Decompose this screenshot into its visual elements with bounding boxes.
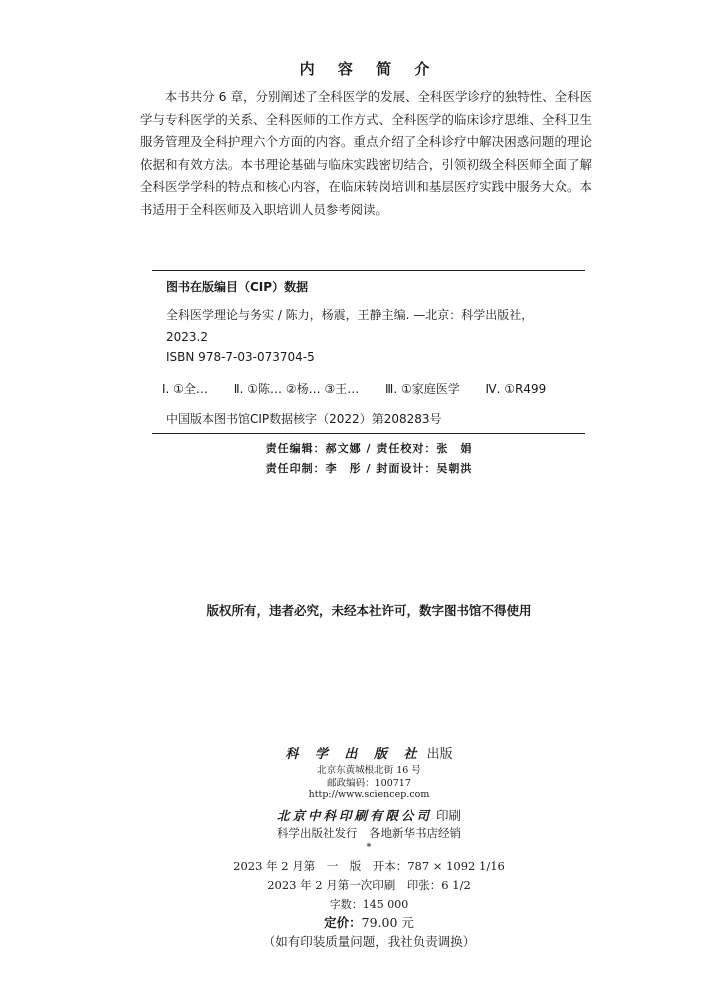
cip-classification: [162, 380, 546, 397]
isbn: ISBN 978-7-03-073704-5: [166, 350, 315, 364]
content-summary-body: [140, 86, 592, 222]
distributor-line: 科学出版社发行 各地新华书店经销: [277, 826, 461, 840]
classification-item: Ⅳ. ①R499: [485, 382, 547, 396]
printer-suffix: 印刷: [435, 808, 461, 823]
printer-line: [0, 806, 720, 824]
classification-item: Ⅰ. ①全…: [162, 382, 208, 396]
publisher-name: 科 学 出 版 社: [285, 747, 423, 762]
classification-item: Ⅱ. ①陈… ②杨… ③王…: [233, 382, 360, 396]
editorial-staff-line: 责任印制：李 彤 / 封面设计：吴朝洪: [265, 462, 473, 475]
cip-number: 中国版本图书馆CIP数据核字（2022）第208283号: [166, 412, 442, 426]
quality-notice: （如有印装质量问题，我社负责调换）: [262, 934, 476, 949]
editorial-staff-line: 责任编辑：郝文娜 / 责任校对：张 娟: [265, 442, 473, 455]
postcode: 邮政编码：100717: [327, 778, 411, 789]
cip-bottom-rule: [152, 433, 585, 434]
classification-item: Ⅲ. ①家庭医学: [385, 382, 460, 396]
publisher-suffix: 出版: [426, 747, 453, 762]
separator-asterisk: *: [366, 842, 372, 853]
cip-title: 图书在版编目（CIP）数据: [166, 280, 309, 294]
edition-line: 2023 年 2 月第 一 版 开本：787 × 1092 1/16: [233, 859, 505, 873]
publisher-website: http://www.sciencep.com: [308, 789, 430, 800]
price-label: 定价：: [324, 915, 362, 930]
cip-description-line: 2023.2: [166, 330, 208, 344]
word-count: 字数：145 000: [329, 898, 409, 911]
publisher-line: [0, 743, 720, 762]
content-summary-paragraph: 本书共分 6 章，分别阐述了全科医学的发展、全科医学诊疗的独特性、全科医学与专科医学的关系、全科医师的工作方式、全科医学的临床诊疗思维、全科卫生服务管理及全科护理六个方面的内容。重点介绍了全科诊疗中解决困惑问题的理论依据和有效方法。本书理论基础与临床实践密切结合，引领初级全科医师全面了解全科医学学科的特点和核心内容，在临床转岗培训和基层医疗实践中服务大众。本书适用于全科医师及入职培训人员参考阅读。: [140, 89, 592, 217]
cip-top-rule: [152, 270, 585, 271]
rights-statement: 版权所有，违者必究，未经本社许可，数字图书馆不得使用: [206, 603, 532, 618]
price-line: [0, 913, 720, 931]
cip-description-line: 全科医学理论与务实 / 陈力，杨震，王静主编. —北京：科学出版社，: [166, 308, 534, 322]
price-value: 79.00 元: [361, 915, 414, 930]
printer-name: 北京中科印刷有限公司: [276, 808, 432, 823]
printing-line: 2023 年 2 月第一次印刷 印张：6 1/2: [267, 878, 471, 892]
content-summary-heading: 内 容 简 介: [299, 60, 439, 78]
publisher-address: 北京东黄城根北街 16 号: [317, 765, 421, 776]
